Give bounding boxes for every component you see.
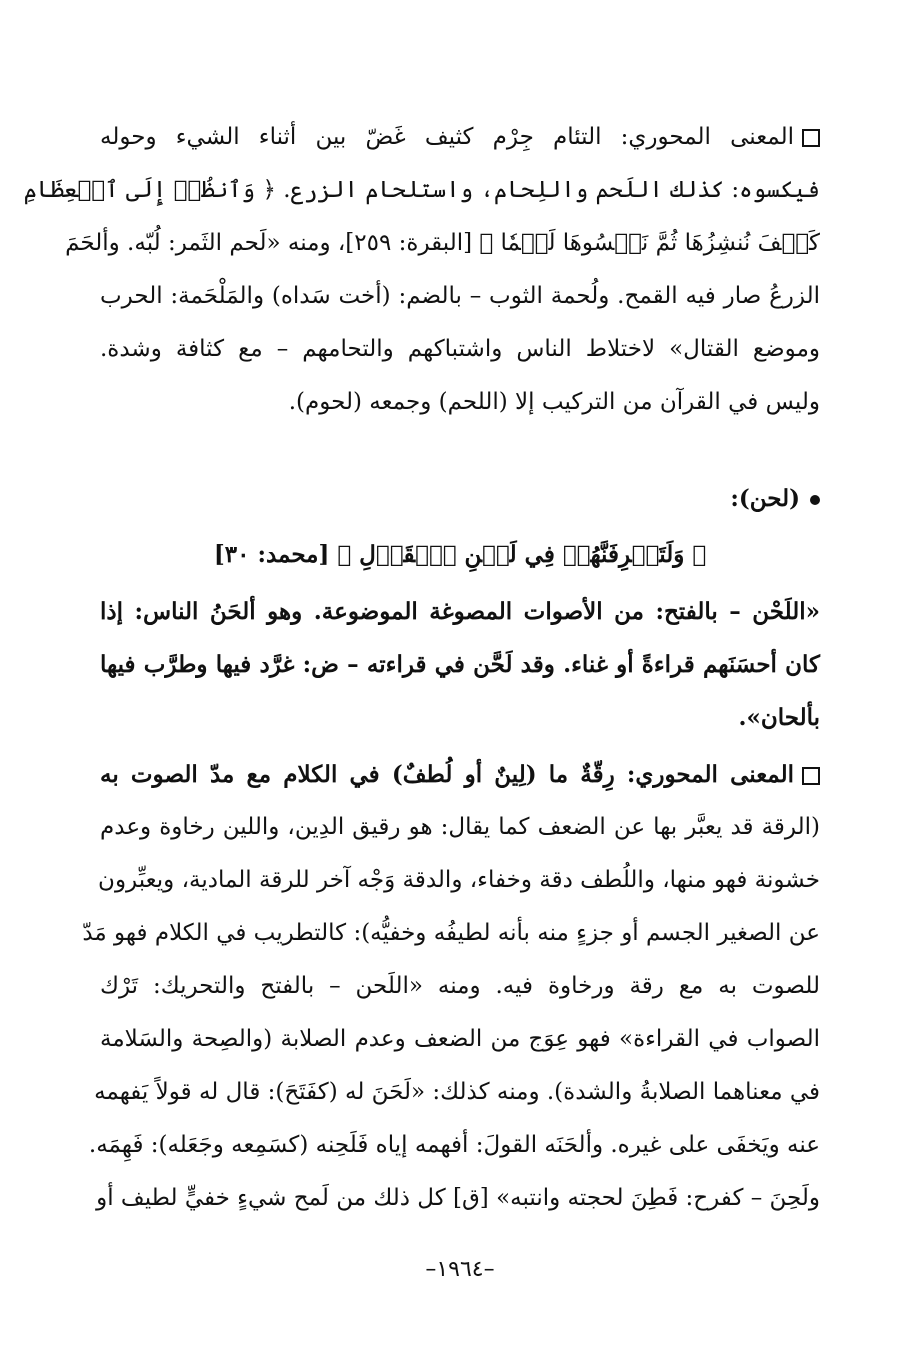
section-lahm-meaning [23, 111, 820, 429]
entry-heading [100, 472, 820, 525]
text-line: وموضع القتال» لاختلاط الناس واشتباكهم والتحامهم – مع كثافة وشدة. [100, 336, 820, 362]
text-line: (الرقة قد يعبَّر بها عن الضعف كما يقال: هو رقيق الدِين، واللين رخاوة وعدم [100, 814, 820, 840]
text-line: ولَحِنَ – كفرح: فَطِنَ لحجته وانتبه» [ق] كل ذلك من لَمح شيءٍ خفيٍّ لطيف أو [96, 1185, 820, 1211]
heading-line: (لحن): [100, 472, 820, 525]
square-marker-icon [802, 129, 820, 147]
text-line: خشونة فهو منها، واللُطف دقة وخفاء، والدقة وَجْه آخر للرقة المادية، ويعبِّرون [98, 867, 820, 893]
text-line: للصوت به مع رقة ورخاوة فيه. ومنه «اللَحن – بالفتح والتحريك: تَرْك [100, 973, 820, 999]
text-line: كان أحسَنَهم قراءةً أو غناء. وقد لَحَّن في قراءته – ض: غرَّد فيها وطرَّب فيها [100, 651, 820, 678]
page-number: –١٩٦٤– [425, 1257, 495, 1282]
text-line: كَيۡفَ نُنشِزُهَا ثُمَّ نَكۡسُوهَا لَحۡمٗا ﴾ [البقرة: ٢٥٩]، ومنه «لَحم الثَمر: لُبّه. وألحَمَ [65, 230, 820, 256]
text-line: فيكسوه: كذلك اللَحم واللِحام، واستلحام الزرع. ﴿ وَٱنظُرۡ إِلَى ٱلۡعِظَامِ [23, 177, 820, 203]
text-line: بألحان». [738, 704, 820, 731]
text-line: عن الصغير الجسم أو جزءٍ منه بأنه لطيفُه وخفيُّه): كالتطريب في الكلام فهو مَدّ [82, 920, 820, 946]
text-line: في معناهما الصلابةُ والشدة). ومنه كذلك: «لَحَنَ له (كفَتَحَ): قال له قولاً يَفهمه [94, 1079, 820, 1105]
text-line: عنه ويَخفَى على غيره. وألحَنَه القولَ: أفهمه إياه فَلَحِنه (كسَمِعه وجَعَله): فَهِمَه. [88, 1132, 820, 1158]
square-marker-icon [802, 767, 820, 785]
text-line: المعنى المحوري: رِقّةٌ ما (لِينٌ أو لُطفٌ) في الكلام مع مدّ الصوت به [100, 748, 820, 801]
quran-verse: ﴿ وَلَتَعۡرِفَنَّهُمۡ فِي لَحۡنِ ٱلۡقَوۡلِ ﴾ [محمد: ٣٠] [213, 541, 707, 568]
definition-block [100, 585, 820, 744]
text-line: «اللَحْن – بالفتح: من الأصوات المصوغة الموضوعة. وهو ألحَنُ الناس: إذا [100, 598, 820, 625]
text-line: الزرعُ صار فيه القمح. ولُحمة الثوب – بالضم: (أخت سَداه) والمَلْحَمة: الحرب [100, 283, 820, 309]
section-lahn-meaning [82, 748, 820, 1225]
text-line: وليس في القرآن من التركيب إلا (اللحم) وجمعه (لحوم). [288, 389, 820, 415]
text-line: المعنى المحوري: التئام جِرْم كثيف غَضّ بين أثناء الشيء وحوله [100, 111, 820, 164]
text-line: الصواب في القراءة» فهو عِوَج من الضعف وعدم الصلابة (والصِحة والسَلامة [100, 1026, 820, 1052]
bullet-icon [810, 495, 820, 505]
